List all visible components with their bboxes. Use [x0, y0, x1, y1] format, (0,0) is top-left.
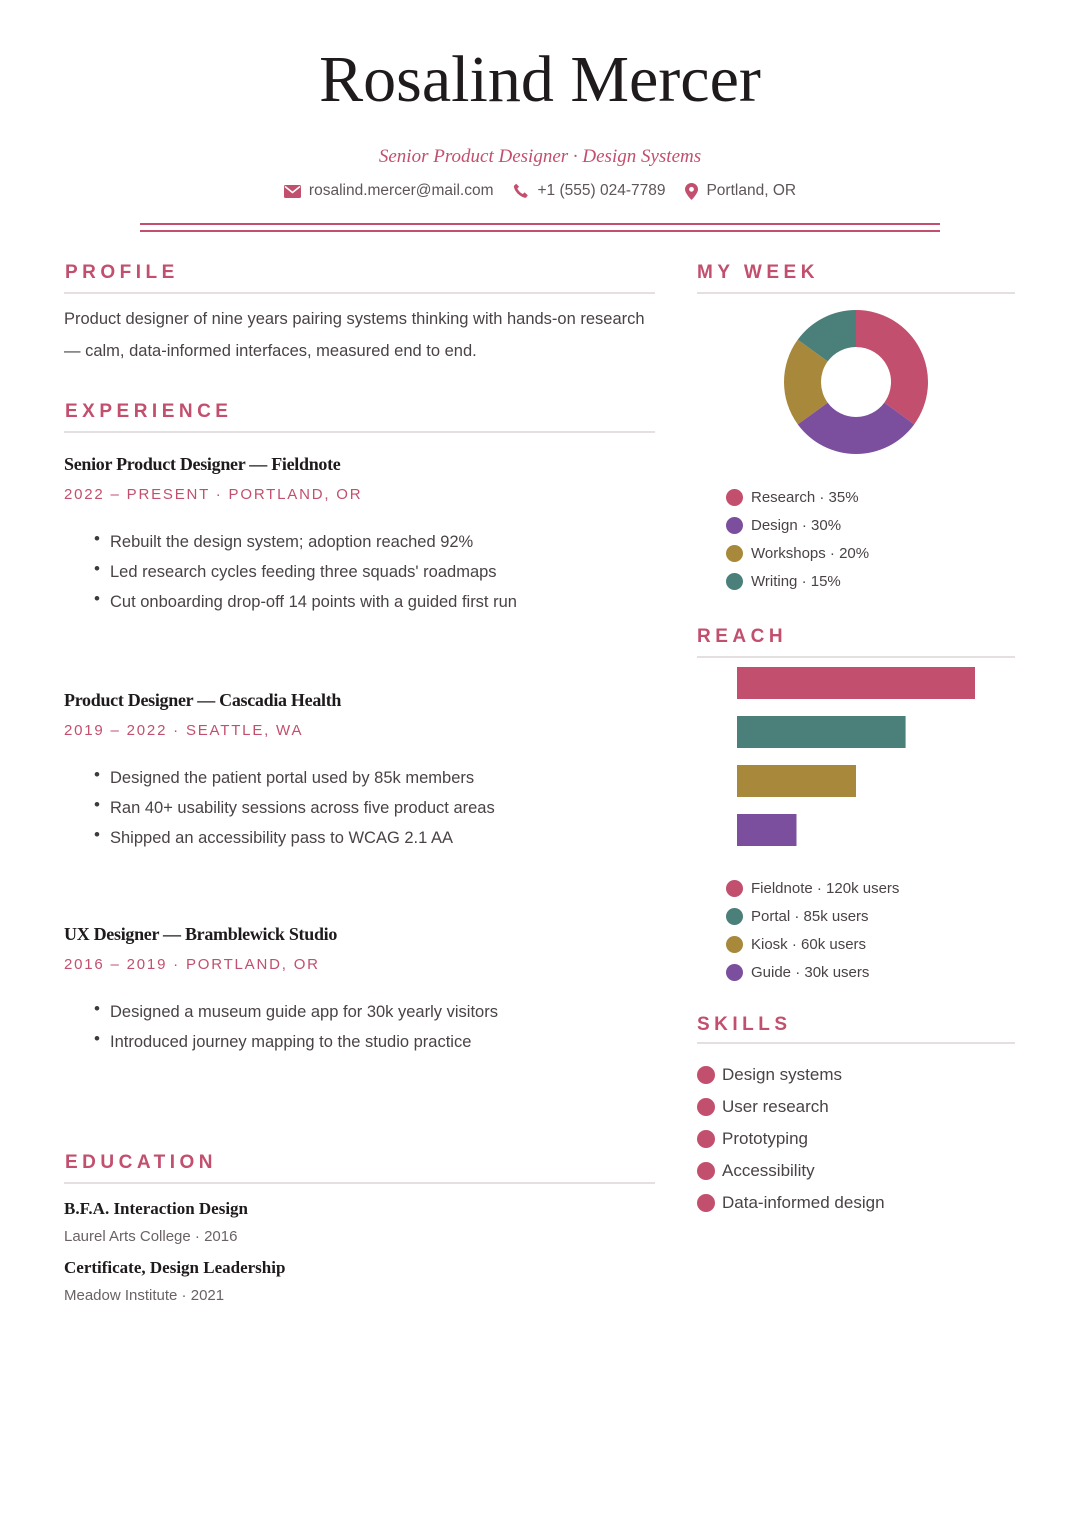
skill-bullet: [697, 1162, 715, 1180]
skills-divider: [697, 1042, 1015, 1044]
legend-swatch: [726, 880, 743, 897]
legend-label: Workshops · 20%: [751, 544, 870, 562]
skill-label: Design systems: [722, 1065, 842, 1084]
legend-item: [726, 902, 899, 930]
legend-label: Writing · 15%: [751, 572, 841, 590]
skill-bullet: [697, 1130, 715, 1148]
job-bullet: • Ran 40+ usability sessions across five product areas: [94, 793, 654, 823]
header-divider-secondary: [140, 230, 940, 232]
education-degree: Certificate, Design Leadership: [64, 1258, 286, 1277]
job-bullets: [94, 763, 654, 853]
profile-divider: [64, 292, 655, 294]
skills-heading: SKILLS: [697, 1014, 792, 1035]
job-bullet: • Cut onboarding drop-off 14 points with a guided first run: [94, 587, 654, 617]
reach-divider: [697, 656, 1015, 658]
skill-label: Accessibility: [722, 1161, 815, 1180]
skill-label: User research: [722, 1097, 829, 1116]
legend-item: [726, 958, 899, 986]
legend-label: Kiosk · 60k users: [751, 935, 867, 953]
bar-portal: [737, 716, 906, 748]
job-bullet: • Introduced journey mapping to the studio practice: [94, 1027, 654, 1057]
skill-item: [697, 1091, 885, 1123]
reach-bar-chart: [737, 666, 997, 856]
job-entry: [64, 690, 654, 853]
skills-list: [697, 1059, 885, 1219]
skill-bullet: [697, 1066, 715, 1084]
legend-label: Research · 35%: [751, 488, 859, 506]
week-donut-chart: [776, 302, 936, 462]
profile-heading: PROFILE: [65, 262, 179, 283]
resume-name: Rosalind Mercer: [319, 43, 761, 116]
skill-item: [697, 1059, 885, 1091]
contact-location[interactable]: [685, 182, 796, 200]
legend-label: Portal · 85k users: [751, 907, 869, 925]
legend-item: [726, 930, 899, 958]
job-bullet: • Designed a museum guide app for 30k yearly visitors: [94, 997, 654, 1027]
skill-label: Prototyping: [722, 1129, 808, 1148]
my-week-heading: MY WEEK: [697, 262, 819, 283]
education-entry: [64, 1258, 285, 1304]
legend-item: [726, 511, 869, 539]
phone-text: +1 (555) 024-7789: [537, 182, 666, 199]
reach-heading: REACH: [697, 626, 788, 647]
resume-subtitle: Senior Product Designer · Design Systems: [378, 146, 702, 167]
my-week-divider: [697, 292, 1015, 294]
education-institution: Meadow Institute · 2021: [64, 1287, 225, 1304]
skill-item: [697, 1187, 885, 1219]
email-text: rosalind.mercer@mail.com: [308, 182, 494, 199]
contact-phone[interactable]: [513, 182, 665, 200]
legend-swatch: [726, 489, 743, 506]
skill-bullet: [697, 1194, 715, 1212]
legend-item: [726, 874, 899, 902]
location-pin-icon: [685, 183, 698, 200]
job-bullet: • Designed the patient portal used by 85k members: [94, 763, 654, 793]
job-bullet: • Rebuilt the design system; adoption reached 92%: [94, 527, 654, 557]
legend-label: Fieldnote · 120k users: [751, 879, 900, 897]
job-entry: [64, 454, 654, 617]
education-divider: [64, 1182, 655, 1184]
skill-item: [697, 1155, 885, 1187]
experience-heading: EXPERIENCE: [65, 401, 233, 422]
bar-guide: [737, 814, 797, 846]
job-bullets: [94, 997, 654, 1057]
legend-label: Design · 30%: [751, 516, 842, 534]
legend-swatch: [726, 964, 743, 981]
bar-fieldnote: [737, 667, 975, 699]
donut-slice-research: [856, 310, 928, 424]
header-divider: [140, 223, 940, 225]
week-legend: [726, 483, 869, 595]
job-title: Senior Product Designer — Fieldnote: [64, 454, 341, 474]
job-title: UX Designer — Bramblewick Studio: [64, 924, 338, 944]
education-heading: EDUCATION: [65, 1152, 218, 1173]
education-institution: Laurel Arts College · 2016: [64, 1228, 238, 1245]
job-meta: 2016 – 2019 · PORTLAND, OR: [64, 956, 320, 973]
legend-label: Guide · 30k users: [751, 963, 870, 981]
legend-item: [726, 483, 869, 511]
education-degree: B.F.A. Interaction Design: [64, 1199, 249, 1218]
legend-swatch: [726, 517, 743, 534]
job-meta: 2019 – 2022 · SEATTLE, WA: [64, 722, 304, 739]
job-entry: [64, 924, 654, 1057]
contact-bar: [0, 182, 1080, 200]
job-bullet: • Led research cycles feeding three squads' roadmaps: [94, 557, 654, 587]
bar-kiosk: [737, 765, 856, 797]
skill-label: Data-informed design: [722, 1193, 885, 1212]
legend-item: [726, 539, 869, 567]
job-title: Product Designer — Cascadia Health: [64, 690, 342, 710]
experience-divider: [64, 431, 655, 433]
location-text: Portland, OR: [706, 182, 797, 199]
education-entry: [64, 1199, 248, 1245]
job-bullet: • Shipped an accessibility pass to WCAG 2.1 AA: [94, 823, 654, 853]
legend-swatch: [726, 545, 743, 562]
job-meta: 2022 – PRESENT · PORTLAND, OR: [64, 486, 363, 503]
reach-legend: [726, 874, 899, 986]
profile-summary: Product designer of nine years pairing systems thinking with hands-on research — calm, data-informed interfaces, measured end to end.: [64, 310, 645, 360]
skill-bullet: [697, 1098, 715, 1116]
legend-item: [726, 567, 869, 595]
legend-swatch: [726, 908, 743, 925]
legend-swatch: [726, 573, 743, 590]
skill-item: [697, 1123, 885, 1155]
contact-email[interactable]: [284, 182, 494, 200]
legend-swatch: [726, 936, 743, 953]
envelope-icon: [284, 185, 301, 198]
job-bullets: [94, 527, 654, 617]
phone-icon: [513, 183, 529, 199]
